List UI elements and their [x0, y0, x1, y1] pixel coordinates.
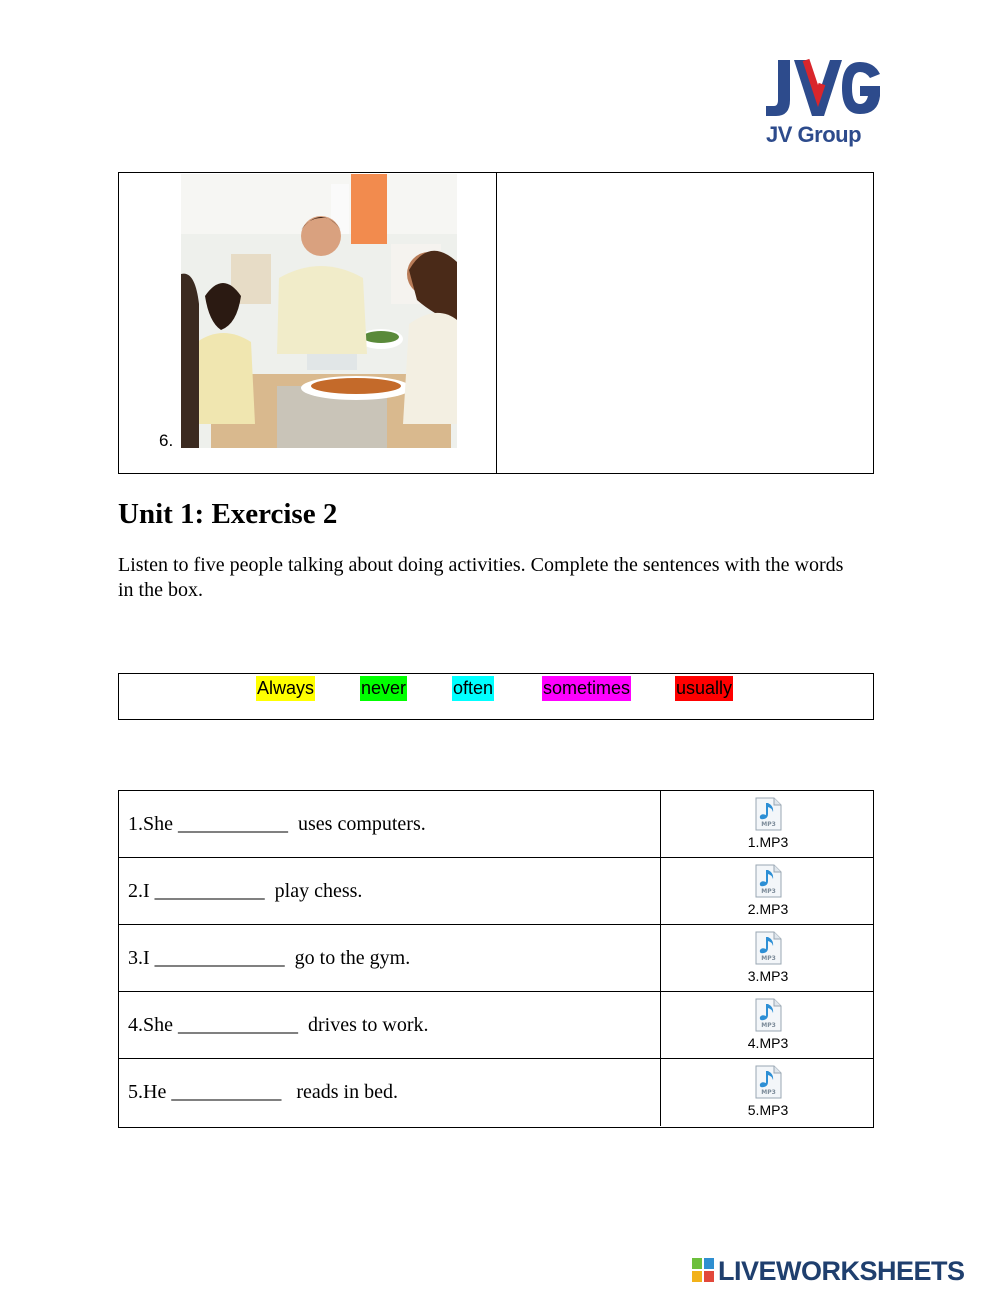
svg-text:MP3: MP3 — [761, 888, 776, 895]
exercise-instructions: Listen to five people talking about doing activities. Complete the sentences with the words in the box. — [118, 554, 844, 601]
music-note-icon — [753, 797, 783, 831]
music-note-icon — [753, 998, 783, 1032]
liveworksheets-icon — [692, 1258, 714, 1282]
audio-file-3[interactable] — [661, 925, 873, 991]
word-often: often — [452, 676, 494, 701]
svg-text:MP3: MP3 — [761, 1089, 776, 1096]
logo-text: JV Group — [766, 122, 862, 147]
exercise-title: Unit 1: Exercise 2 — [118, 498, 338, 530]
jvg-logo-mark — [762, 56, 886, 122]
sentence-4: 4.She ____________ drives to work. — [128, 1014, 429, 1036]
sentence-2: 2.I ___________ play chess. — [128, 880, 363, 902]
audio-file-label: 2.MP3 — [747, 901, 789, 917]
audio-file-label: 5.MP3 — [747, 1102, 789, 1118]
music-note-icon — [753, 931, 783, 965]
audio-file-2[interactable] — [661, 858, 873, 924]
table-column-divider — [496, 173, 497, 473]
word-sometimes: sometimes — [542, 676, 631, 701]
audio-file-4[interactable] — [661, 992, 873, 1058]
jv-group-logo — [762, 56, 886, 152]
photo-table — [118, 172, 874, 474]
svg-text:MP3: MP3 — [761, 955, 776, 962]
music-note-icon — [753, 1065, 783, 1099]
liveworksheets-text: LIVEWORKSHEETS — [718, 1256, 965, 1286]
audio-file-1[interactable] — [661, 791, 873, 857]
table-row — [119, 1059, 873, 1126]
svg-text:MP3: MP3 — [761, 1022, 776, 1029]
sentence-1: 1.She ___________ uses computers. — [128, 813, 426, 835]
item-number: 6. — [159, 431, 174, 450]
word-always: Always — [256, 676, 315, 701]
table-row — [119, 858, 873, 925]
audio-file-label: 4.MP3 — [747, 1035, 789, 1051]
word-never: never — [360, 676, 407, 701]
family-dinner-photo — [181, 174, 457, 448]
audio-file-label: 3.MP3 — [747, 968, 789, 984]
exercise-table — [118, 790, 874, 1128]
word-usually: usually — [675, 676, 733, 701]
table-row — [119, 925, 873, 992]
audio-file-5[interactable] — [661, 1059, 873, 1125]
sentence-5: 5.He ___________ reads in bed. — [128, 1081, 398, 1103]
music-note-icon — [753, 864, 783, 898]
audio-file-label: 1.MP3 — [747, 834, 789, 850]
svg-text:MP3: MP3 — [761, 821, 776, 828]
word-box — [118, 673, 874, 720]
sentence-3: 3.I _____________ go to the gym. — [128, 947, 411, 969]
table-row — [119, 992, 873, 1059]
table-row — [119, 791, 873, 858]
liveworksheets-logo — [692, 1256, 992, 1284]
